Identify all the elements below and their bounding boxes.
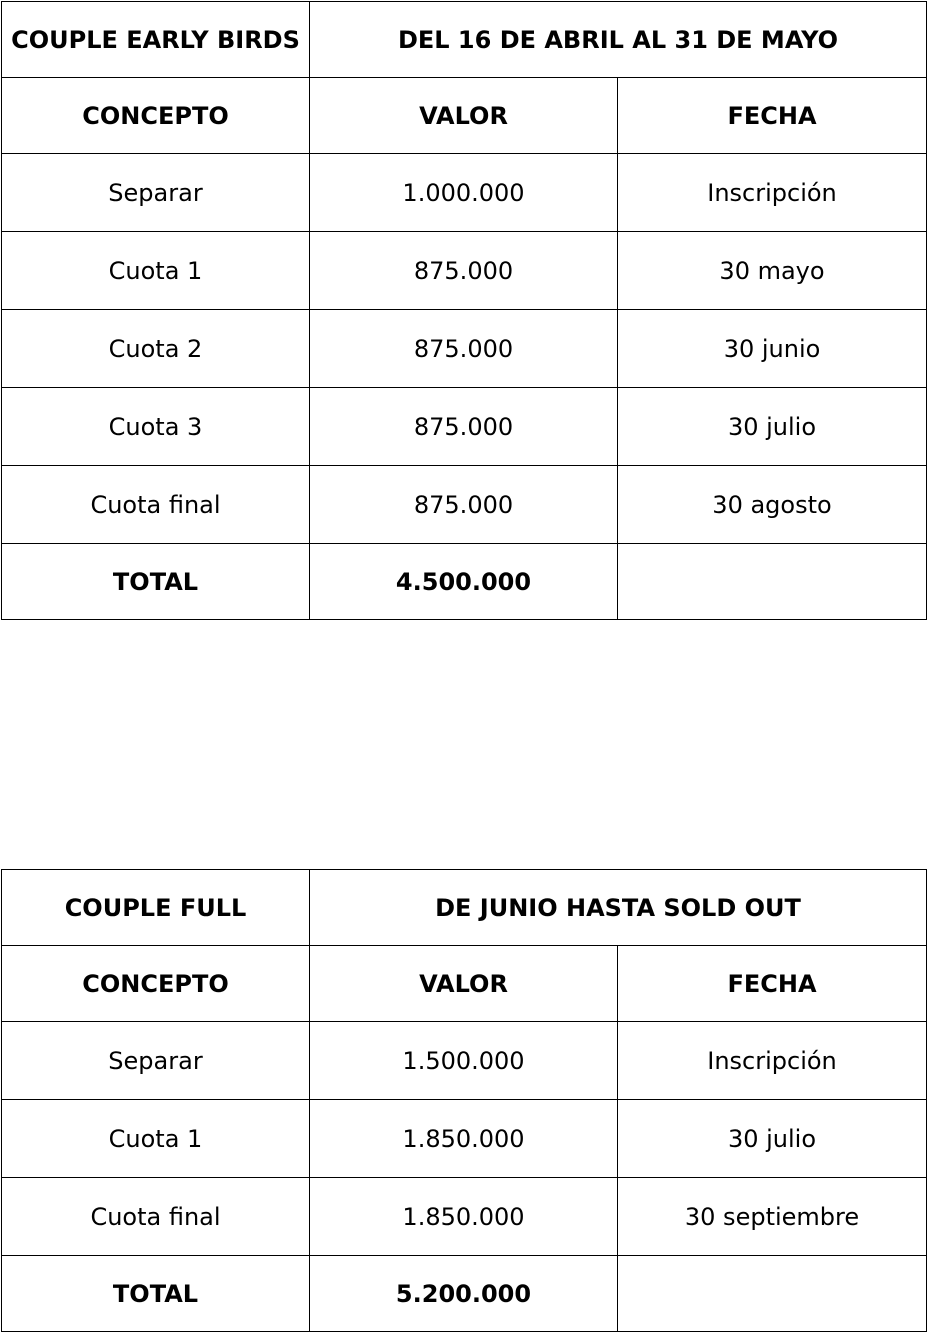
cell-concepto: Cuota 1 bbox=[2, 1100, 310, 1178]
cell-concepto: Cuota 3 bbox=[2, 388, 310, 466]
cell-valor: 1.850.000 bbox=[310, 1178, 618, 1256]
cell-valor: 1.850.000 bbox=[310, 1100, 618, 1178]
cell-valor: 875.000 bbox=[310, 232, 618, 310]
table-row bbox=[2, 1100, 927, 1178]
cell-fecha: Inscripción bbox=[618, 1022, 927, 1100]
table-title: COUPLE EARLY BIRDS bbox=[2, 2, 310, 78]
column-header-concepto: CONCEPTO bbox=[2, 78, 310, 154]
cell-fecha: 30 septiembre bbox=[618, 1178, 927, 1256]
cell-valor: 875.000 bbox=[310, 388, 618, 466]
column-header-concepto: CONCEPTO bbox=[2, 946, 310, 1022]
table-period: DE JUNIO HASTA SOLD OUT bbox=[310, 870, 927, 946]
table-row bbox=[2, 466, 927, 544]
table-title: COUPLE FULL bbox=[2, 870, 310, 946]
cell-valor: 1.500.000 bbox=[310, 1022, 618, 1100]
table-header-row bbox=[2, 946, 927, 1022]
table-total-row bbox=[2, 1256, 927, 1332]
cell-fecha: 30 julio bbox=[618, 388, 927, 466]
total-fecha bbox=[618, 1256, 927, 1332]
column-header-valor: VALOR bbox=[310, 946, 618, 1022]
cell-fecha: 30 agosto bbox=[618, 466, 927, 544]
cell-concepto: Cuota final bbox=[2, 466, 310, 544]
total-label: TOTAL bbox=[2, 1256, 310, 1332]
table-header-row bbox=[2, 78, 927, 154]
column-header-fecha: FECHA bbox=[618, 78, 927, 154]
cell-fecha: 30 junio bbox=[618, 310, 927, 388]
price-table-early-birds bbox=[1, 1, 927, 620]
cell-fecha: 30 julio bbox=[618, 1100, 927, 1178]
column-header-fecha: FECHA bbox=[618, 946, 927, 1022]
cell-concepto: Separar bbox=[2, 1022, 310, 1100]
cell-valor: 1.000.000 bbox=[310, 154, 618, 232]
cell-fecha: 30 mayo bbox=[618, 232, 927, 310]
table-title-row bbox=[2, 2, 927, 78]
table-period: DEL 16 DE ABRIL AL 31 DE MAYO bbox=[310, 2, 927, 78]
table-row bbox=[2, 1178, 927, 1256]
cell-concepto: Cuota 2 bbox=[2, 310, 310, 388]
table-row bbox=[2, 1022, 927, 1100]
cell-fecha: Inscripción bbox=[618, 154, 927, 232]
column-header-valor: VALOR bbox=[310, 78, 618, 154]
cell-valor: 875.000 bbox=[310, 310, 618, 388]
table-total-row bbox=[2, 544, 927, 620]
cell-valor: 875.000 bbox=[310, 466, 618, 544]
table-title-row bbox=[2, 870, 927, 946]
table-row bbox=[2, 388, 927, 466]
price-table-full bbox=[1, 869, 927, 1332]
cell-concepto: Separar bbox=[2, 154, 310, 232]
table-row bbox=[2, 232, 927, 310]
cell-concepto: Cuota final bbox=[2, 1178, 310, 1256]
cell-concepto: Cuota 1 bbox=[2, 232, 310, 310]
total-valor: 5.200.000 bbox=[310, 1256, 618, 1332]
total-fecha bbox=[618, 544, 927, 620]
table-row bbox=[2, 310, 927, 388]
total-label: TOTAL bbox=[2, 544, 310, 620]
table-row bbox=[2, 154, 927, 232]
total-valor: 4.500.000 bbox=[310, 544, 618, 620]
